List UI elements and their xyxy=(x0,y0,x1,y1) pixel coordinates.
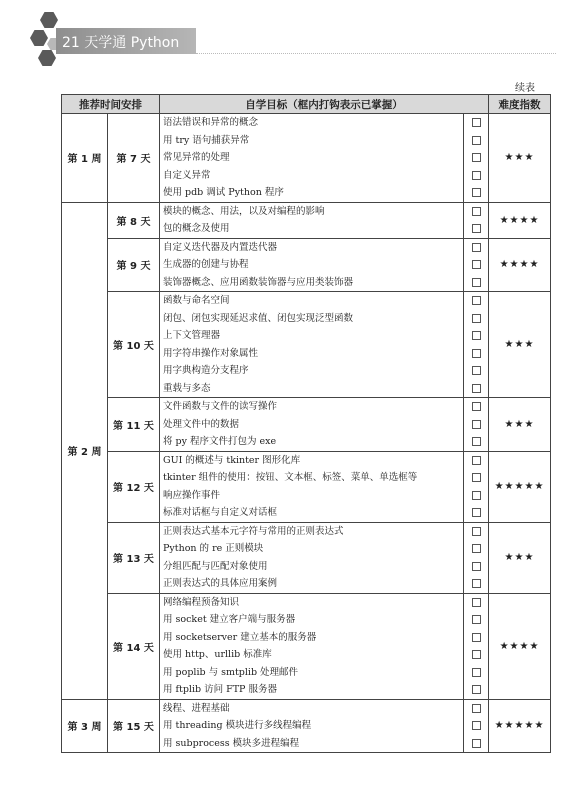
goals-cell xyxy=(160,593,464,699)
goal-checkbox[interactable] xyxy=(472,366,481,375)
table-row xyxy=(62,238,551,292)
goal-checkbox[interactable] xyxy=(472,349,481,358)
goals-cell xyxy=(160,522,464,593)
checkbox-cell xyxy=(464,238,489,292)
goals-cell xyxy=(160,398,464,452)
difficulty-stars: ★★★★★ xyxy=(489,699,551,753)
difficulty-stars: ★★★ xyxy=(489,522,551,593)
goal-checkbox[interactable] xyxy=(472,615,481,624)
difficulty-stars: ★★★★ xyxy=(489,593,551,699)
goals-cell xyxy=(160,202,464,238)
goal-item: 文件函数与文件的读写操作 xyxy=(163,401,278,412)
goal-item: 常见异常的处理 xyxy=(163,152,230,163)
goal-item: 函数与命名空间 xyxy=(163,295,230,306)
goals-cell xyxy=(160,699,464,753)
table-row xyxy=(62,202,551,238)
day-label: 第 15 天 xyxy=(108,699,160,753)
difficulty-stars: ★★★ xyxy=(489,114,551,203)
checkbox-cell xyxy=(464,451,489,522)
day-label: 第 10 天 xyxy=(108,292,160,398)
goal-checkbox[interactable] xyxy=(472,207,481,216)
goal-checkbox[interactable] xyxy=(472,243,481,252)
goal-checkbox[interactable] xyxy=(472,456,481,465)
goal-item: Python 的 re 正则模块 xyxy=(163,543,264,554)
goal-item: 正则表达式基本元字符与常用的正则表达式 xyxy=(163,525,344,537)
goal-item: 语法错误和异常的概念 xyxy=(163,117,259,128)
goal-checkbox[interactable] xyxy=(472,739,481,748)
day-label: 第 14 天 xyxy=(108,593,160,699)
goal-checkbox[interactable] xyxy=(472,171,481,180)
goal-checkbox[interactable] xyxy=(472,562,481,571)
table-row xyxy=(62,451,551,522)
goals-cell xyxy=(160,292,464,398)
goal-checkbox[interactable] xyxy=(472,668,481,677)
goal-item: 自定义异常 xyxy=(163,169,211,181)
table-row xyxy=(62,699,551,753)
hexagon-decoration xyxy=(30,30,48,46)
goals-cell xyxy=(160,451,464,522)
hexagon-decoration xyxy=(40,12,58,28)
difficulty-column-header: 难度指数 xyxy=(489,95,551,114)
goals-cell xyxy=(160,114,464,203)
goal-item: 生成器的创建与协程 xyxy=(163,259,249,270)
table-row xyxy=(62,114,551,203)
difficulty-stars: ★★★★ xyxy=(489,202,551,238)
difficulty-stars: ★★★★★ xyxy=(489,451,551,522)
goal-checkbox[interactable] xyxy=(472,704,481,713)
day-label: 第 12 天 xyxy=(108,451,160,522)
checkbox-cell xyxy=(464,202,489,238)
goal-item: 处理文件中的数据 xyxy=(163,418,240,430)
page-header xyxy=(0,0,587,80)
goal-item: 用 socketserver 建立基本的服务器 xyxy=(163,631,317,643)
goal-checkbox[interactable] xyxy=(472,527,481,536)
goal-checkbox[interactable] xyxy=(472,260,481,269)
goal-item: 用字符串操作对象属性 xyxy=(163,347,259,359)
goal-checkbox[interactable] xyxy=(472,188,481,197)
goal-checkbox[interactable] xyxy=(472,721,481,730)
goal-item: 用 poplib 与 smtplib 处理邮件 xyxy=(163,666,299,678)
goal-item: 模块的概念、用法，以及对编程的影响 xyxy=(163,205,325,217)
goal-checkbox[interactable] xyxy=(472,544,481,553)
goal-checkbox[interactable] xyxy=(472,153,481,162)
week-label: 第 2 周 xyxy=(62,202,108,699)
day-label: 第 8 天 xyxy=(108,202,160,238)
goal-checkbox[interactable] xyxy=(472,579,481,588)
goals-cell xyxy=(160,238,464,292)
goal-checkbox[interactable] xyxy=(472,633,481,642)
goal-checkbox[interactable] xyxy=(472,278,481,287)
goal-checkbox[interactable] xyxy=(472,384,481,393)
difficulty-stars: ★★★★ xyxy=(489,238,551,292)
goal-checkbox[interactable] xyxy=(472,331,481,340)
difficulty-stars: ★★★ xyxy=(489,398,551,452)
goal-item: 装饰器概念、应用函数装饰器与应用类装饰器 xyxy=(163,276,354,288)
day-label: 第 7 天 xyxy=(108,114,160,203)
goal-item: 用 threading 模块进行多线程编程 xyxy=(163,720,312,731)
goal-item: 用 subprocess 模块多进程编程 xyxy=(163,737,300,749)
day-label: 第 13 天 xyxy=(108,522,160,593)
goal-item: 重载与多态 xyxy=(163,382,211,394)
goal-item: 标准对话框与自定义对话框 xyxy=(163,507,278,518)
checkbox-cell xyxy=(464,114,489,203)
hexagon-decoration xyxy=(38,50,56,66)
goal-item: 响应操作事件 xyxy=(163,489,221,501)
table-row xyxy=(62,292,551,398)
goal-checkbox[interactable] xyxy=(472,136,481,145)
table-row xyxy=(62,522,551,593)
goal-item: 将 py 程序文件打包为 exe xyxy=(163,436,277,447)
goal-checkbox[interactable] xyxy=(472,402,481,411)
goal-item: 使用 http、urllib 标准库 xyxy=(163,649,272,660)
goal-checkbox[interactable] xyxy=(472,598,481,607)
continued-label: 续表 xyxy=(515,83,535,94)
week-label: 第 3 周 xyxy=(62,699,108,753)
study-schedule-table xyxy=(61,94,551,753)
goal-item: 正则表达式的具体应用案例 xyxy=(163,578,278,589)
book-title: 21 天学通 Python xyxy=(62,35,180,51)
goal-checkbox[interactable] xyxy=(472,473,481,482)
table-header-row xyxy=(62,95,551,114)
header-dotted-rule xyxy=(196,53,556,54)
goal-checkbox[interactable] xyxy=(472,118,481,127)
day-label: 第 11 天 xyxy=(108,398,160,452)
goal-checkbox[interactable] xyxy=(472,314,481,323)
goal-item: 闭包、闭包实现延迟求值、闭包实现泛型函数 xyxy=(163,312,354,324)
goal-item: 上下文管理器 xyxy=(163,330,221,341)
table-row xyxy=(62,398,551,452)
goal-checkbox[interactable] xyxy=(472,491,481,500)
goal-checkbox[interactable] xyxy=(472,437,481,446)
goal-checkbox[interactable] xyxy=(472,685,481,694)
goal-item: 用字典构造分支程序 xyxy=(163,365,249,376)
goal-checkbox[interactable] xyxy=(472,420,481,429)
checkbox-cell xyxy=(464,398,489,452)
goal-item: 自定义迭代器及内置迭代器 xyxy=(163,241,278,253)
checkbox-cell xyxy=(464,593,489,699)
goal-item: 线程、进程基础 xyxy=(163,702,230,714)
week-label: 第 1 周 xyxy=(62,114,108,203)
goal-item: 用 socket 建立客户端与服务器 xyxy=(163,614,296,625)
difficulty-stars: ★★★ xyxy=(489,292,551,398)
goal-checkbox[interactable] xyxy=(472,650,481,659)
goal-item: 包的概念及使用 xyxy=(163,223,230,234)
checkbox-cell xyxy=(464,522,489,593)
goal-item: 网络编程预备知识 xyxy=(163,596,240,608)
checkbox-cell xyxy=(464,699,489,753)
goal-item: 使用 pdb 调试 Python 程序 xyxy=(163,187,284,198)
goal-checkbox[interactable] xyxy=(472,508,481,517)
goal-item: 分组匹配与匹配对象使用 xyxy=(163,560,268,572)
goal-item: tkinter 组件的使用：按钮、文本框、标签、菜单、单选框等 xyxy=(163,472,418,483)
checkbox-cell xyxy=(464,292,489,398)
schedule-column-header: 推荐时间安排 xyxy=(62,95,160,114)
goal-item: 用 ftplib 访问 FTP 服务器 xyxy=(163,684,277,695)
goal-checkbox[interactable] xyxy=(472,296,481,305)
table-row xyxy=(62,593,551,699)
goal-item: 用 try 语句捕获异常 xyxy=(163,134,250,146)
day-label: 第 9 天 xyxy=(108,238,160,292)
goal-item: GUI 的概述与 tkinter 图形化库 xyxy=(163,454,301,466)
goal-checkbox[interactable] xyxy=(472,224,481,233)
goals-column-header: 自学目标（框内打钩表示已掌握） xyxy=(160,95,489,114)
